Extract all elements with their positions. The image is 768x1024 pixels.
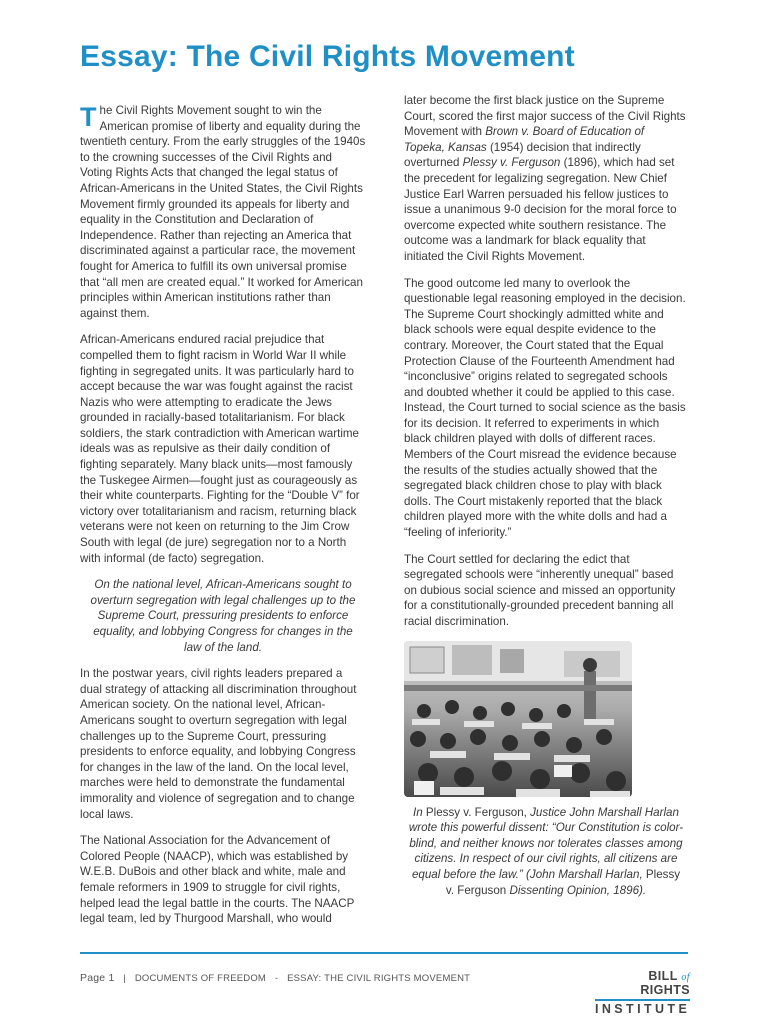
pull-quote: On the national level, African-Americans sought to overturn segregation with legal challenges up to the Supreme Court, pressuring presidents to enforce equality, and lobbying Congress for changes in the law of the land. [90,578,356,654]
drop-cap: T [80,102,97,132]
footer [80,972,470,984]
logo-line-1 [595,970,690,997]
naacp-paragraph: The National Association for the Advancement of Colored People (NAACP), which was established by W.E.B. DuBois and other black and white, male and female reformers in 1909 to struggle for civil rights, helped lead the legal battle in the courts. The NAACP legal team, led by Thurgood Marshall, who would [80,834,355,926]
footer-dash: - [274,973,279,984]
intro-paragraph [80,103,366,321]
logo-bar [595,999,690,1001]
settled-paragraph: The Court settled for declaring the edict that segregated schools were “inherently unequal” based on dubious social science and missed an opportunity for a constitutionally-grounded precedent banning all racial discrimination. [404,552,676,628]
footer-separator: | [123,973,126,984]
page-number: Page 1 [80,972,115,984]
brown-text-b: (1954) decision that indirectly overturned [404,140,641,170]
brown-text-a: later become the first black justice on the Supreme Court, scored the first major success of the Civil Rights Movement with [404,94,686,139]
caption-case-plessy: Plessy v. Ferguson, [425,805,527,819]
caption-text-c: Dissenting Opinion, 1896). [506,883,647,897]
footer-rule [80,952,688,954]
case-brown: Brown v. Board of Education of Topeka, Kansas [404,125,645,154]
caption-text-a: In [413,805,426,819]
case-plessy: Plessy v. Ferguson [462,156,561,170]
brown-text-c: (1896), which had set the precedent for legalizing segregation. New Chief Justice Earl Warren persuaded his fellow justices to issue a unanimous 9-0 decision for the moral force to overcome expected white southern resistance. The outcome was a landmark for black equality that initiated the Civil Rights Movement. [404,156,677,263]
right-column [404,93,688,909]
brown-paragraph [404,93,688,265]
logo-of: of [681,972,690,983]
caption-case-plessy-2: Plessy v. Ferguson [445,867,681,897]
logo-institute: INSTITUTE [595,1002,691,1016]
caption-text-b: Justice John Marshall Harlan wrote this powerful dissent: “Our Constitution is color-blind, and neither knows nor tolerates classes among citizens. In respect of our civil rights, all citizens are equal before the law.” (John Marshall Harlan, [408,805,684,881]
logo-rights: RIGHTS [640,983,690,997]
footer-doc-name: ESSAY: THE CIVIL RIGHTS MOVEMENT [287,973,471,984]
page-title: Essay: The Civil Rights Movement [80,40,575,73]
bill-of-rights-institute-logo [595,970,690,1016]
logo-bill: BILL [648,969,678,983]
intro-text: he Civil Rights Movement sought to win the American promise of liberty and equality during the twentieth century. From the early struggles of the 1940s to the crowning successes of the Civil Rights and Voting Rights Acts that changed the legal status of African-Americans in the United States, the Civil Rights Movement firmly grounded its appeals for liberty and equality in the Constitution and Declaration of Independence. Rather than rejecting an America that discriminated against a particular race, the movement fought for America to fulfill its own universal promise that “all men are created equal.” It worked for American principles within American institutions rather than against them. [80,104,366,320]
wwii-paragraph: African-Americans endured racial prejudice that compelled them to fight racism in World War II while fighting in segregated units. It was particularly hard to accept because the war was fought against the racist Nazis who were attempting to eradicate the Jews grounded in racially-based totalitarianism. For black soldiers, the stark contradiction with American wartime ideals was as repulsive as their daily condition of fighting separately. Many black units—most famously the Tuskegee Airmen—fought just as courageously as their white counterparts. Fighting for the “Double V” for victory over totalitarianism and racism, returning black veterans were not keen on returning to the Jim Crow South with legal (de jure) segregation nor to a North with informal (de facto) segregation. [80,333,360,565]
classroom-photo [404,641,632,797]
footer-collection: DOCUMENTS OF FREEDOM [134,973,267,984]
photo-caption [404,805,688,899]
postwar-paragraph: In the postwar years, civil rights leaders prepared a dual strategy of attacking all discrimination throughout American society. On the national level, African-Americans sought to overturn segregation with legal challenges up to the Supreme Court, pressuring presidents to enforce equality, and lobbying Congress for changes in the law of the land. On the local level, marches were held to demonstrate the fundamental immorality and violence of segregation and to change local laws. [80,667,357,821]
reasoning-paragraph: The good outcome led many to overlook the questionable legal reasoning employed in the decision. The Supreme Court shockingly admitted white and black schools were equal despite evidence to the contrary. Moreover, the Court stated that the Equal Protection Clause of the Fourteenth Amendment had “inconclusive” origins related to segregated schools and doubted whether it could be applied to this case. Instead, the Court turned to social science as the basis for its decision. It referred to experiments in which black children played with dolls of different races. Members of the Court misread the evidence because the results of the studies actually showed that the segregated black children chose to play with black dolls. The Court mistakenly reported that the black children played more with the white dolls and had a “feeling of inferiority.” [404,276,686,540]
left-column [80,103,366,938]
classroom-photo-image [404,641,632,797]
